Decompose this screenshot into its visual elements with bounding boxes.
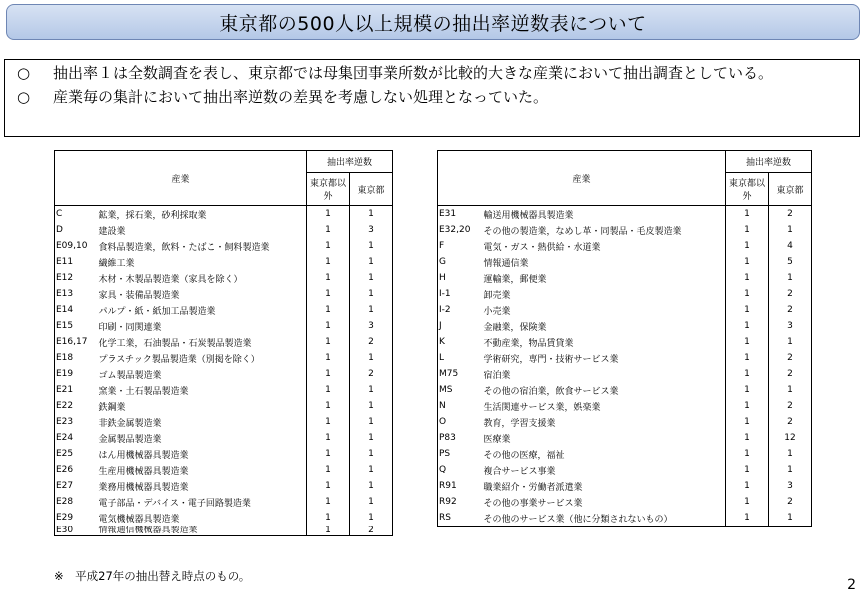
industry-name: 生活関連サービス業，娯楽業: [482, 398, 726, 414]
table-row: [438, 510, 812, 527]
industry-code: J: [438, 318, 482, 334]
industry-name: その他のサービス業（他に分類されないもの）: [482, 510, 726, 527]
left-sampling-table: [54, 150, 393, 536]
table-row: [438, 366, 812, 382]
industry-code: E11: [55, 254, 97, 270]
table-row: [55, 206, 393, 223]
table-row: [55, 494, 393, 510]
tokyo-value: 4: [769, 238, 812, 254]
industry-code: E31: [438, 206, 482, 223]
table-row: [438, 254, 812, 270]
page-number: 2: [847, 577, 856, 593]
outside-tokyo-value: 1: [307, 318, 350, 334]
tokyo-value: 1: [350, 302, 393, 318]
industry-name: 複合サービス事業: [482, 462, 726, 478]
outside-tokyo-value: 1: [726, 222, 769, 238]
outside-tokyo-value: 1: [307, 414, 350, 430]
outside-tokyo-value: 1: [307, 238, 350, 254]
industry-name: 運輸業，郵便業: [482, 270, 726, 286]
table-row: [438, 286, 812, 302]
table-row: [55, 510, 393, 526]
tokyo-value: 1: [350, 286, 393, 302]
tokyo-value: 1: [350, 494, 393, 510]
table-row: [55, 478, 393, 494]
table-row: [438, 446, 812, 462]
tokyo-value: 1: [350, 206, 393, 223]
tokyo-value: 1: [350, 478, 393, 494]
outside-tokyo-value: 1: [307, 286, 350, 302]
circle-bullet-icon: ○: [17, 64, 31, 82]
outside-tokyo-header: 東京都以外: [726, 173, 769, 206]
outside-tokyo-value: 1: [307, 206, 350, 223]
outside-tokyo-value: 1: [307, 478, 350, 494]
tokyo-value: 1: [769, 382, 812, 398]
table-row: [438, 430, 812, 446]
industry-name: 学術研究，専門・技術サービス業: [482, 350, 726, 366]
industry-code: E14: [55, 302, 97, 318]
table-row: [55, 238, 393, 254]
industry-name: ゴム製品製造業: [97, 366, 307, 382]
industry-code: E29: [55, 510, 97, 526]
tokyo-value: 3: [769, 318, 812, 334]
note-text: 産業毎の集計において抽出率逆数の差異を考慮しない処理となっていた。: [53, 88, 549, 106]
page-title: 東京都の500人以上規模の抽出率逆数表について: [6, 4, 860, 40]
industry-code: G: [438, 254, 482, 270]
tokyo-value: 2: [350, 334, 393, 350]
industry-code: E15: [55, 318, 97, 334]
tokyo-value: 2: [769, 206, 812, 223]
tokyo-value: 1: [350, 238, 393, 254]
tokyo-value: 1: [350, 462, 393, 478]
industry-code: E24: [55, 430, 97, 446]
industry-name: 木材・木製品製造業（家具を除く）: [97, 270, 307, 286]
outside-tokyo-value: 1: [726, 238, 769, 254]
table-row: [55, 222, 393, 238]
table-row: [55, 254, 393, 270]
outside-tokyo-value: 1: [726, 382, 769, 398]
industry-name: 金融業，保険業: [482, 318, 726, 334]
tokyo-value: 2: [769, 286, 812, 302]
outside-tokyo-value: 1: [726, 302, 769, 318]
industry-name: 電気機械器具製造業: [97, 510, 307, 526]
table-row: [438, 462, 812, 478]
tokyo-value: 2: [350, 526, 393, 536]
tokyo-value: 2: [769, 494, 812, 510]
industry-code: L: [438, 350, 482, 366]
table-row: [55, 270, 393, 286]
table-row: [55, 526, 393, 536]
table-row: [55, 414, 393, 430]
tokyo-value: 1: [350, 270, 393, 286]
tokyo-value: 3: [769, 478, 812, 494]
tokyo-value: 1: [350, 398, 393, 414]
table-row: [438, 350, 812, 366]
table-row: [55, 350, 393, 366]
industry-name: 輸送用機械器具製造業: [482, 206, 726, 223]
outside-tokyo-value: 1: [726, 430, 769, 446]
industry-code: E25: [55, 446, 97, 462]
sampling-group-header: 抽出率逆数: [726, 151, 812, 173]
industry-header: 産業: [55, 151, 307, 206]
table-row: [55, 334, 393, 350]
industry-code: Q: [438, 462, 482, 478]
industry-name: 窯業・土石製品製造業: [97, 382, 307, 398]
tokyo-value: 2: [769, 366, 812, 382]
industry-name: 卸売業: [482, 286, 726, 302]
industry-code: D: [55, 222, 97, 238]
outside-tokyo-value: 1: [726, 206, 769, 223]
table-row: [55, 462, 393, 478]
outside-tokyo-value: 1: [726, 414, 769, 430]
table-row: [438, 222, 812, 238]
industry-name: 教育，学習支援業: [482, 414, 726, 430]
industry-name: 建設業: [97, 222, 307, 238]
tokyo-value: 2: [769, 350, 812, 366]
footnote: ※ 平成27年の抽出替え時点のもの。: [54, 569, 251, 583]
outside-tokyo-value: 1: [307, 510, 350, 526]
table-row: [438, 302, 812, 318]
industry-name: 非鉄金属製造業: [97, 414, 307, 430]
outside-tokyo-value: 1: [307, 334, 350, 350]
note-item: [17, 87, 849, 107]
table-row: [438, 414, 812, 430]
table-row: [438, 478, 812, 494]
table-row: [55, 382, 393, 398]
industry-name: 生産用機械器具製造業: [97, 462, 307, 478]
industry-name: その他の医療，福祉: [482, 446, 726, 462]
industry-name: その他の製造業，なめし革・同製品・毛皮製造業: [482, 222, 726, 238]
tokyo-value: 3: [350, 222, 393, 238]
table-row: [438, 238, 812, 254]
outside-tokyo-value: 1: [307, 366, 350, 382]
industry-name: 鉱業，採石業，砂利採取業: [97, 206, 307, 223]
tokyo-value: 2: [769, 398, 812, 414]
tokyo-value: 1: [769, 270, 812, 286]
industry-name: 電気・ガス・熱供給・水道業: [482, 238, 726, 254]
table-row: [438, 398, 812, 414]
notes-box: [4, 59, 860, 137]
outside-tokyo-value: 1: [726, 462, 769, 478]
industry-code: E16,17: [55, 334, 97, 350]
tokyo-value: 1: [769, 222, 812, 238]
industry-code: E32,20: [438, 222, 482, 238]
outside-tokyo-value: 1: [726, 398, 769, 414]
table-row: [55, 318, 393, 334]
industry-name: 化学工業，石油製品・石炭製品製造業: [97, 334, 307, 350]
industry-code: E09,10: [55, 238, 97, 254]
table-row: [55, 286, 393, 302]
outside-tokyo-value: 1: [726, 350, 769, 366]
industry-code: RS: [438, 510, 482, 527]
tokyo-value: 12: [769, 430, 812, 446]
industry-name: 印刷・同関連業: [97, 318, 307, 334]
industry-name: 宿泊業: [482, 366, 726, 382]
industry-name: パルプ・紙・紙加工品製造業: [97, 302, 307, 318]
industry-code: E26: [55, 462, 97, 478]
outside-tokyo-value: 1: [307, 270, 350, 286]
industry-code: I-2: [438, 302, 482, 318]
industry-name: 金属製品製造業: [97, 430, 307, 446]
circle-bullet-icon: ○: [17, 88, 31, 106]
outside-tokyo-value: 1: [307, 494, 350, 510]
outside-tokyo-value: 1: [307, 254, 350, 270]
industry-name: 職業紹介・労働者派遣業: [482, 478, 726, 494]
industry-name: 情報通信業: [482, 254, 726, 270]
tokyo-value: 1: [769, 446, 812, 462]
outside-tokyo-value: 1: [307, 398, 350, 414]
industry-code: K: [438, 334, 482, 350]
outside-tokyo-value: 1: [307, 222, 350, 238]
industry-name: はん用機械器具製造業: [97, 446, 307, 462]
industry-code: E13: [55, 286, 97, 302]
note-item: [17, 63, 849, 83]
industry-code: O: [438, 414, 482, 430]
tokyo-value: 1: [350, 430, 393, 446]
industry-code: C: [55, 206, 97, 223]
tokyo-value: 3: [350, 318, 393, 334]
outside-tokyo-value: 1: [726, 446, 769, 462]
outside-tokyo-value: 1: [307, 350, 350, 366]
industry-code: M75: [438, 366, 482, 382]
industry-code: E30: [55, 526, 97, 536]
tokyo-value: 5: [769, 254, 812, 270]
table-row: [55, 446, 393, 462]
outside-tokyo-value: 1: [307, 462, 350, 478]
industry-code: E22: [55, 398, 97, 414]
note-text: 抽出率１は全数調査を表し、東京都では母集団事業所数が比較的大きな産業において抽出調査としている。: [53, 64, 774, 82]
tokyo-value: 2: [350, 366, 393, 382]
industry-name: 電子部品・デバイス・電子回路製造業: [97, 494, 307, 510]
table-row: [55, 398, 393, 414]
industry-name: 業務用機械器具製造業: [97, 478, 307, 494]
table-row: [55, 366, 393, 382]
table-row: [438, 334, 812, 350]
industry-name: 医療業: [482, 430, 726, 446]
industry-name: 小売業: [482, 302, 726, 318]
tokyo-header: 東京都: [350, 173, 393, 206]
tokyo-value: 1: [350, 382, 393, 398]
industry-name: 食料品製造業，飲料・たばこ・飼料製造業: [97, 238, 307, 254]
tokyo-value: 2: [769, 302, 812, 318]
industry-name: その他の事業サービス業: [482, 494, 726, 510]
tokyo-value: 2: [769, 414, 812, 430]
outside-tokyo-value: 1: [726, 366, 769, 382]
outside-tokyo-value: 1: [726, 334, 769, 350]
outside-tokyo-value: 1: [726, 318, 769, 334]
tokyo-value: 1: [769, 510, 812, 527]
industry-code: R92: [438, 494, 482, 510]
industry-name: その他の宿泊業，飲食サービス業: [482, 382, 726, 398]
industry-code: E23: [55, 414, 97, 430]
outside-tokyo-value: 1: [726, 478, 769, 494]
industry-name: 繊維工業: [97, 254, 307, 270]
industry-code: N: [438, 398, 482, 414]
outside-tokyo-value: 1: [307, 430, 350, 446]
right-sampling-table: [437, 150, 812, 527]
tokyo-value: 1: [350, 446, 393, 462]
table-row: [438, 494, 812, 510]
table-row: [438, 206, 812, 223]
industry-code: F: [438, 238, 482, 254]
outside-tokyo-value: 1: [307, 382, 350, 398]
table-row: [55, 430, 393, 446]
industry-code: E21: [55, 382, 97, 398]
outside-tokyo-value: 1: [726, 286, 769, 302]
outside-tokyo-header: 東京都以外: [307, 173, 350, 206]
tokyo-value: 1: [350, 350, 393, 366]
industry-code: E28: [55, 494, 97, 510]
industry-code: I-1: [438, 286, 482, 302]
tokyo-header: 東京都: [769, 173, 812, 206]
outside-tokyo-value: 1: [307, 302, 350, 318]
industry-name: プラスチック製品製造業（別掲を除く）: [97, 350, 307, 366]
industry-code: R91: [438, 478, 482, 494]
outside-tokyo-value: 1: [726, 510, 769, 527]
industry-code: MS: [438, 382, 482, 398]
outside-tokyo-value: 1: [307, 446, 350, 462]
outside-tokyo-value: 1: [726, 494, 769, 510]
table-row: [438, 318, 812, 334]
industry-name: 不動産業，物品賃貸業: [482, 334, 726, 350]
outside-tokyo-value: 1: [726, 270, 769, 286]
industry-code: E27: [55, 478, 97, 494]
industry-code: E12: [55, 270, 97, 286]
tokyo-value: 1: [769, 334, 812, 350]
table-row: [55, 302, 393, 318]
industry-code: E18: [55, 350, 97, 366]
industry-name: 家具・装備品製造業: [97, 286, 307, 302]
industry-name: 鉄鋼業: [97, 398, 307, 414]
industry-header: 産業: [438, 151, 726, 206]
outside-tokyo-value: 1: [726, 254, 769, 270]
sampling-group-header: 抽出率逆数: [307, 151, 393, 173]
outside-tokyo-value: 1: [307, 526, 350, 536]
industry-code: E19: [55, 366, 97, 382]
industry-code: PS: [438, 446, 482, 462]
tokyo-value: 1: [769, 462, 812, 478]
industry-code: H: [438, 270, 482, 286]
industry-code: P83: [438, 430, 482, 446]
tokyo-value: 1: [350, 414, 393, 430]
tokyo-value: 1: [350, 510, 393, 526]
industry-name: 情報通信機械器具製造業: [97, 526, 307, 536]
table-row: [438, 382, 812, 398]
table-row: [438, 270, 812, 286]
tokyo-value: 1: [350, 254, 393, 270]
